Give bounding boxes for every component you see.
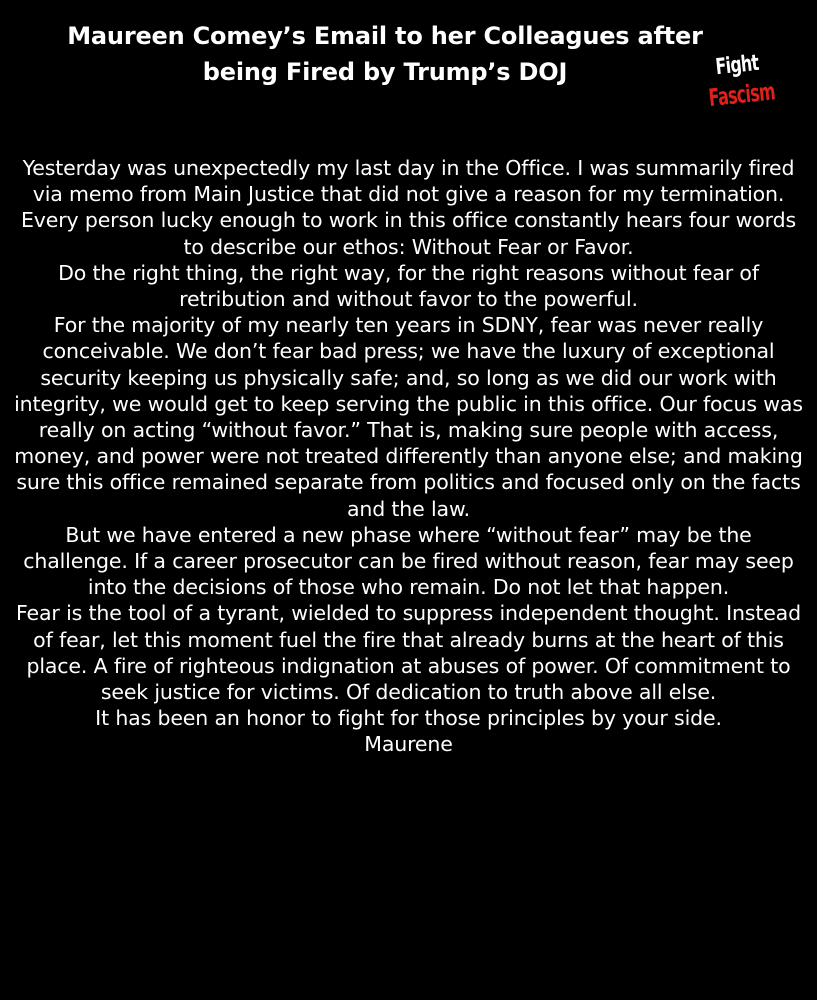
- email-paragraph: Yesterday was unexpectedly my last day in the Office. I was summarily fired via memo from Main Justice that did not give a reason for my termination.: [22, 156, 795, 207]
- logo-word-fascism: Fascism: [707, 77, 777, 113]
- email-paragraph: For the majority of my nearly ten years in SDNY, fear was never really conceivable. We don’t fear bad press; we have the luxury of exceptional security keeping us physically safe; and, so long as we did our work with integrity, we would get to keep serving the public in this office. Our focus was really on acting “without favor.” That is, making sure people with access, money, and power were not treated differently than anyone else; and making sure this office remained separate from politics and focused only on the facts and the law.: [14, 313, 803, 521]
- email-signature: Maurene: [364, 732, 453, 757]
- email-paragraph: Fear is the tool of a tyrant, wielded to suppress independent thought. Instead of fear, let this moment fuel the fire that already burns at the heart of this place. A fire of righteous indignation at abuses of power. Of commitment to seek justice for victims. Of dedication to truth above all else.: [16, 601, 801, 705]
- email-paragraph: Every person lucky enough to work in this office constantly hears four words to describe our ethos: Without Fear or Favor.: [20, 208, 796, 259]
- fight-fascism-logo: [702, 48, 793, 128]
- post-title: [0, 18, 770, 90]
- logo-word-fight: Fight: [714, 50, 760, 81]
- post-title-line-1: Maureen Comey’s Email to her Colleagues after: [67, 22, 703, 50]
- post-title-line-2: being Fired by Trump’s DOJ: [202, 58, 568, 86]
- email-paragraph: It has been an honor to fight for those principles by your side.: [95, 706, 722, 731]
- email-body: [10, 155, 807, 758]
- email-paragraph: Do the right thing, the right way, for the right reasons without fear of retribution and without favor to the powerful.: [58, 260, 759, 312]
- email-paragraph: But we have entered a new phase where “without fear” may be the challenge. If a career prosecutor can be fired without reason, fear may seep into the decisions of those who remain. Do not let that happen.: [23, 522, 794, 600]
